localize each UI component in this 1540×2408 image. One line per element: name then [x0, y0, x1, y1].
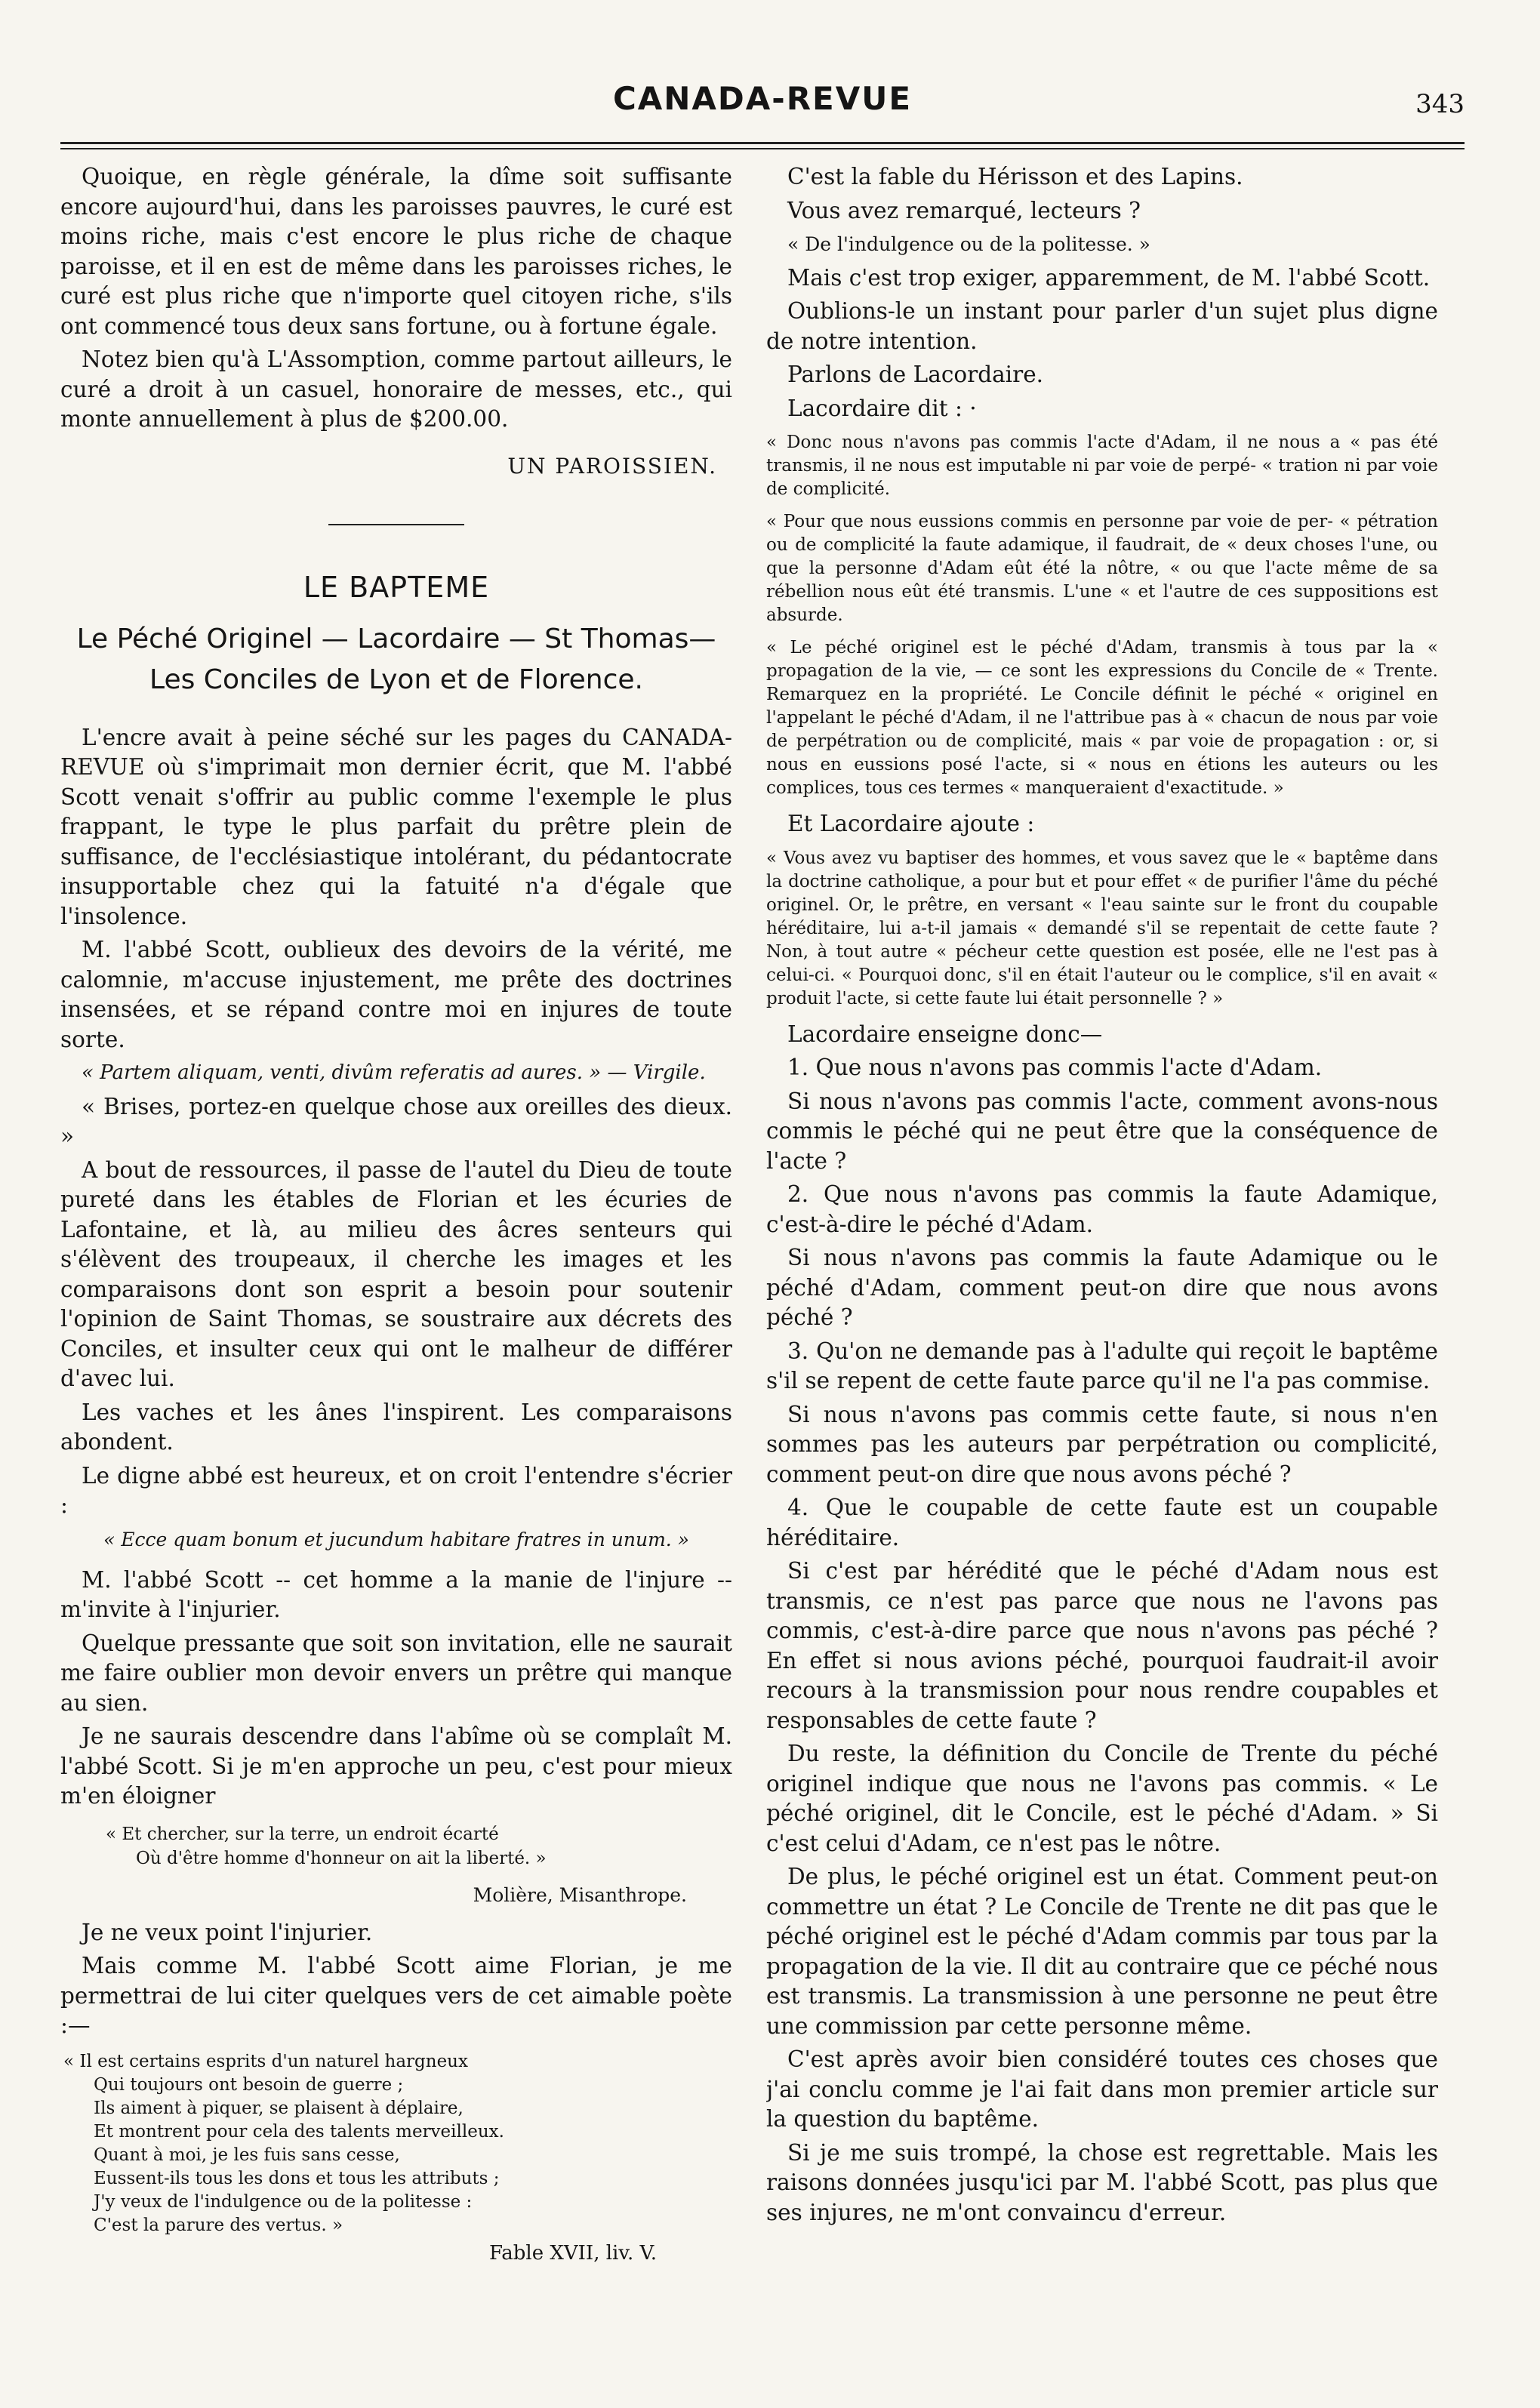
left-column: [60, 162, 732, 2336]
paragraph: 4. Que le coupable de cette faute est un coupable héréditaire.: [766, 1495, 1438, 1550]
latin-quote: « Partem aliquam, venti, divûm referatis ad aures. » — Virgile.: [82, 1061, 706, 1084]
paragraph: 3. Qu'on ne demande pas à l'adulte qui reçoit le baptême s'il se repent de cette faute parce qu'il ne l'a pas commise.: [766, 1338, 1438, 1393]
paragraph: M. l'abbé Scott -- cet homme a la manie de l'injure -- m'invite à l'injurier.: [60, 1566, 732, 1622]
block-quote: « Pour que nous eussions commis en personne par voie de per- « pétration ou de complicité la faute adamique, il faudrait, de « deux choses l'une, ou que la personne d'Adam eût été la nôtre, « ou que l'acte même de sa rébellion nous eût été transmis. L'une « et l'autre de ces suppositions est absurde.: [766, 512, 1438, 625]
verse-line: Où d'être homme d'honneur on ait la liberté. »: [136, 1848, 547, 1868]
paragraph: Lacordaire dit : ·: [787, 395, 977, 421]
paragraph: Lacordaire enseigne donc—: [787, 1021, 1103, 1047]
verse-quote: [60, 1822, 732, 1871]
paragraph: Parlons de Lacordaire.: [787, 362, 1044, 387]
running-title: CANADA-REVUE: [612, 80, 913, 117]
paragraph: Quelque pressante que soit son invitation, elle ne saurait me faire oublier mon devoir envers un prêtre qui manque au sien.: [60, 1630, 732, 1716]
block-quote: « Donc nous n'avons pas commis l'acte d'Adam, il ne nous a « pas été transmis, il ne nous est imputable ni par voie de perpé- « tration ni par voie de complicité.: [766, 433, 1438, 499]
paragraph: Je ne veux point l'injurier.: [82, 1919, 373, 1945]
paragraph: « De l'indulgence ou de la politesse. »: [787, 233, 1150, 255]
paragraph: 1. Que nous n'avons pas commis l'acte d'Adam.: [787, 1055, 1323, 1080]
paragraph: L'encre avait à peine séché sur les pages du CANADA-REVUE où s'imprimait mon dernier écrit, que M. l'abbé Scott venait s'offrir au public comme l'exemple le plus frappant, le type le plus parfait du prêtre plein de suffisance, de l'ecclésiastique intolérant, du pédantocrate insupportable chez qui la fatuité n'a d'égale que l'insolence.: [60, 724, 732, 929]
right-column: [766, 162, 1438, 2336]
paragraph: M. l'abbé Scott, oublieux des devoirs de la vérité, me calomnie, m'accuse injustement, me prête des doctrines insensées, et se répand contre moi en injures de toute sorte.: [60, 937, 732, 1052]
paragraph: Notez bien qu'à L'Assomption, comme partout ailleurs, le curé a droit à un casuel, honoraire de messes, etc., qui monte annuellement à plus de $200.00.: [60, 346, 732, 432]
paragraph: Si nous n'avons pas commis l'acte, comment avons-nous commis le péché qui ne peut être que la conséquence de l'acte ?: [766, 1088, 1438, 1174]
section-divider: [328, 524, 464, 525]
verse-line: « Et chercher, sur la terre, un endroit écarté: [106, 1824, 499, 1844]
paragraph: Si c'est par hérédité que le péché d'Adam nous est transmis, ce n'est pas parce que nous ne l'avons pas commis, c'est-à-dire parce que nous n'avons pas péché ? En effet si nous avions péché, pourquoi faudrait-il avoir recours à la transmission pour nous rendre coupables et responsables de cette faute ?: [766, 1558, 1438, 1733]
subtitle-line: Le Péché Originel — Lacordaire — St Thomas—: [76, 623, 716, 654]
paragraph: Du reste, la définition du Concile de Trente du péché originel indique que nous ne l'avons pas commis. « Le péché originel, dit le Concile, est le péché d'Adam. » Si c'est celui d'Adam, ce n'est pas le nôtre.: [766, 1741, 1438, 1856]
fable-reference: Fable XVII, liv. V.: [488, 2241, 657, 2265]
header-rule: [60, 142, 1465, 149]
paragraph: Je ne saurais descendre dans l'abîme où se complaît M. l'abbé Scott. Si je m'en approche un peu, c'est pour mieux m'en éloigner: [60, 1723, 732, 1809]
paragraph: A bout de ressources, il passe de l'autel du Dieu de toute pureté dans les étables de Florian et les écuries de Lafontaine, et là, au milieu des âcres senteurs qui s'élèvent des troupeaux, il cherche les images et les comparaisons dont son esprit a besoin pour soutenir l'opinion de Saint Thomas, se soustraire aux décrets des Conciles, et insulter ceux qui ont le malheur de différer d'avec lui.: [60, 1156, 732, 1391]
fable-line: J'y veux de l'indulgence ou de la politesse :: [94, 2191, 473, 2212]
block-quote: « Le péché originel est le péché d'Adam, transmis à tous par la « propagation de la vie, — ce sont les expressions du Concile de « Trente. Remarquez en la propriété. Le Concile définit le péché « originel en l'appelant le péché d'Adam, il ne l'attribue pas à « chacun de nous par voie de perpétration ou de complicité, mais « par voie de propagation : or, si nous en eussions posé l'acte, si « nous en étions les auteurs ou les complices, tous ces termes « manqueraient d'exactitude. »: [766, 638, 1438, 798]
fable-line: Qui toujours ont besoin de guerre ;: [94, 2074, 404, 2095]
page-number: 343: [1415, 89, 1465, 119]
paragraph: C'est après avoir bien considéré toutes ces choses que j'ai conclu comme je l'ai fait dans mon premier article sur la question du baptême.: [766, 2046, 1438, 2132]
block-quote: « Vous avez vu baptiser des hommes, et vous savez que le « baptême dans la doctrine catholique, a pour but et pour effet « de purifier l'âme du péché originel. Or, le prêtre, en versant « l'eau sainte sur le front du coupable héréditaire, lui a-t-il jamais « demandé s'il se repentait de cette faute ? Non, à tout autre « pécheur cette question est posée, elle ne l'est pas à celui-ci. « Pourquoi donc, s'il en était l'auteur ou le complice, s'il en avait « produit l'acte, si cette faute lui était personnelle ? »: [766, 848, 1438, 1008]
paragraph: Oublions-le un instant pour parler d'un sujet plus digne de notre intention.: [766, 298, 1438, 354]
paragraph: Quoique, en règle générale, la dîme soit suffisante encore aujourd'hui, dans les paroisses pauvres, le curé est moins riche, mais c'est encore le plus riche de chaque paroisse, et il en est de même dans les paroisses riches, le curé est plus riche que n'importe quel citoyen riche, s'ils ont commencé tous deux sans fortune, ou à fortune égale.: [60, 164, 732, 339]
latin-quote: « Ecce quam bonum et jucundum habitare fratres in unum. »: [103, 1528, 689, 1550]
verse-attribution: Molière, Misanthrope.: [473, 1883, 687, 1906]
paragraph: « Brises, portez-en quelque chose aux oreilles des dieux. »: [60, 1093, 732, 1149]
fable-line: Quant à moi, je les fuis sans cesse,: [94, 2145, 400, 2165]
paragraph: Le digne abbé est heureux, et on croit l'entendre s'écrier :: [60, 1462, 732, 1518]
subtitle-line: Les Conciles de Lyon et de Florence.: [149, 664, 643, 695]
paragraph: Mais comme M. l'abbé Scott aime Florian, je me permettrai de lui citer quelques vers de cet aimable poète :—: [60, 1953, 732, 2038]
article-subtitle: [60, 619, 732, 701]
fable-line: Ils aiment à piquer, se plaisent à déplaire,: [94, 2098, 464, 2118]
paragraph: Mais c'est trop exiger, apparemment, de M. l'abbé Scott.: [787, 264, 1431, 291]
paragraph: Les vaches et les ânes l'inspirent. Les comparaisons abondent.: [60, 1399, 732, 1455]
paragraph: C'est la fable du Hérisson et des Lapins.: [787, 164, 1243, 189]
paragraph: Et Lacordaire ajoute :: [787, 811, 1035, 836]
fable-line: « Il est certains esprits d'un naturel hargneux: [63, 2051, 468, 2071]
fable-verse: [60, 2050, 732, 2237]
paragraph: Si je me suis trompé, la chose est regrettable. Mais les raisons données jusqu'ici par M. l'abbé Scott, pas plus que ses injures, ne m'ont convaincu d'erreur.: [766, 2139, 1438, 2225]
page-header: [60, 80, 1465, 140]
section-title: LE BAPTEME: [303, 570, 490, 604]
paragraph: 2. Que nous n'avons pas commis la faute Adamique, c'est-à-dire le péché d'Adam.: [766, 1181, 1438, 1237]
fable-line: Et montrent pour cela des talents merveilleux.: [94, 2121, 504, 2142]
signature: UN PAROISSIEN.: [507, 453, 717, 479]
fable-line: C'est la parure des vertus. »: [94, 2215, 343, 2235]
paragraph: Vous avez remarqué, lecteurs ?: [787, 197, 1141, 223]
paragraph: Si nous n'avons pas commis la faute Adamique ou le péché d'Adam, comment peut-on dire que nous avons péché ?: [766, 1245, 1438, 1330]
fable-line: Eussent-ils tous les dons et tous les attributs ;: [94, 2168, 500, 2188]
paragraph: De plus, le péché originel est un état. Comment peut-on commettre un état ? Le Concile de Trente ne dit pas que le péché originel est le péché d'Adam commis par tous par la propagation de la vie. Il dit au contraire que ce péché nous est transmis. La transmission à une personne ne peut être une commission par cette personne même.: [766, 1864, 1438, 2039]
paragraph: Si nous n'avons pas commis cette faute, si nous n'en sommes pas les auteurs par perpétration ou complicité, comment peut-on dire que nous avons péché ?: [766, 1401, 1438, 1487]
